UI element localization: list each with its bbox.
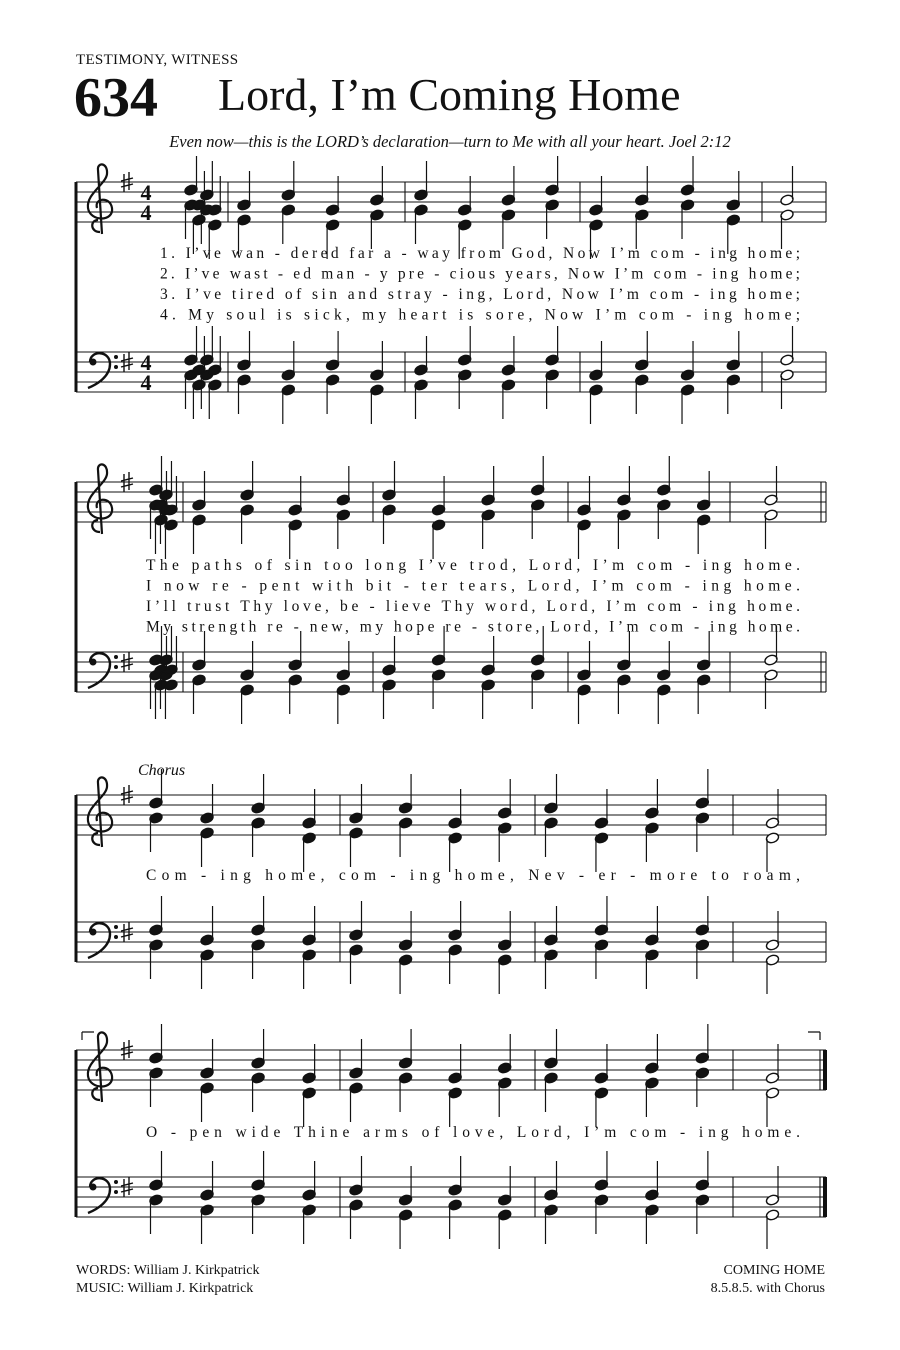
repeat-bracket-left	[82, 1032, 94, 1040]
hymn-category: TESTIMONY, WITNESS	[76, 52, 239, 68]
treble-clef-icon	[88, 464, 112, 534]
bass-clef-icon	[88, 353, 110, 388]
chorus-label: Chorus	[138, 762, 186, 779]
staff-bass-2	[76, 652, 826, 692]
credits	[76, 1262, 260, 1298]
lyric-line-1: Com - ing home, com - ing home, Nev - er - more to roam,	[146, 867, 800, 884]
time-signature-bottom: 4	[140, 370, 152, 395]
bass-clef-dot	[90, 359, 97, 366]
tune-meter: 8.5.8.5. with Chorus	[710, 1281, 825, 1296]
treble-clef-icon	[88, 1032, 112, 1102]
bass-clef-icon	[88, 1178, 110, 1213]
treble-clef-icon	[88, 777, 112, 847]
treble-notes-3	[149, 769, 780, 872]
hymn-number: 634	[74, 67, 158, 129]
lyric-line-2: I now re - pent with bit - ter tears, Lord, I’m com - ing home.	[146, 577, 801, 595]
bass-clef-dot	[90, 929, 97, 936]
bass-clef-dot	[90, 1184, 97, 1191]
bass-clef-icon	[88, 653, 110, 688]
staff-treble-1	[76, 164, 826, 234]
time-signature-top: 4	[140, 180, 152, 205]
words-credit: WORDS: William J. Kirkpatrick	[76, 1263, 260, 1278]
repeat-bracket-right	[808, 1032, 820, 1040]
time-signature-top: 4	[140, 350, 152, 375]
bass-clef-dot	[114, 665, 118, 669]
lyrics-system-1	[160, 245, 800, 324]
bass-clef-dot	[90, 659, 97, 666]
lyric-line-1: The paths of sin too long I’ve trod, Lord, I’m com - ing home.	[146, 557, 801, 574]
tune-info	[711, 1262, 825, 1298]
lyrics-system-2	[146, 557, 800, 636]
bass-clef-dot	[114, 925, 118, 929]
lyrics-system-4	[146, 1124, 800, 1141]
time-signature-bottom: 4	[140, 200, 152, 225]
lyric-line-3: 3. I’ve tired of sin and stray - ing, Lord, Now I’m com - ing home;	[160, 286, 800, 303]
treble-notes-1	[184, 156, 795, 259]
treble-notes-4	[149, 1024, 780, 1127]
treble-clef-icon	[88, 164, 112, 234]
tune-name: COMING HOME	[723, 1263, 825, 1278]
bass-notes-3	[149, 896, 780, 994]
staff-bass-3	[76, 922, 826, 962]
treble-notes-2	[149, 456, 779, 559]
scripture-verse: Even now—this is the LORD’s declaration—turn to Me with all your heart. Joel 2:12	[169, 132, 731, 151]
lyric-line-1: 1. I’ve wan - dered far a - way from God, Now I’m com - ing home;	[160, 245, 800, 262]
bass-clef-dot	[114, 1180, 118, 1184]
bass-clef-dot	[114, 655, 118, 659]
bass-notes-2	[149, 626, 779, 724]
bass-clef-dot	[114, 365, 118, 369]
staff-bass-4	[76, 1177, 826, 1217]
lyrics-system-3	[146, 867, 800, 884]
bass-clef-dot	[114, 1190, 118, 1194]
lyric-line-2: 2. I’ve wast - ed man - y pre - cious years, Now I’m com - ing home;	[160, 265, 800, 283]
lyric-line-1: O - pen wide Thine arms of love, Lord, I’m com - ing home.	[146, 1124, 800, 1141]
lyric-line-4: My strength re - new, my hope re - store, Lord, I’m com - ing home.	[146, 618, 800, 636]
bass-clef-dot	[114, 355, 118, 359]
staff-treble-2	[76, 464, 826, 534]
bass-clef-icon	[88, 923, 110, 958]
hymn-title: Lord, I’m Coming Home	[218, 69, 681, 120]
lyric-line-3: I’ll trust Thy love, be - lieve Thy word, Lord, I’m com - ing home.	[146, 598, 800, 615]
bass-notes-4	[149, 1151, 780, 1249]
bass-notes-1	[184, 326, 795, 424]
lyric-line-4: 4. My soul is sick, my heart is sore, Now I’m com - ing home;	[160, 306, 801, 324]
music-credit: MUSIC: William J. Kirkpatrick	[76, 1281, 254, 1296]
bass-clef-dot	[114, 935, 118, 939]
